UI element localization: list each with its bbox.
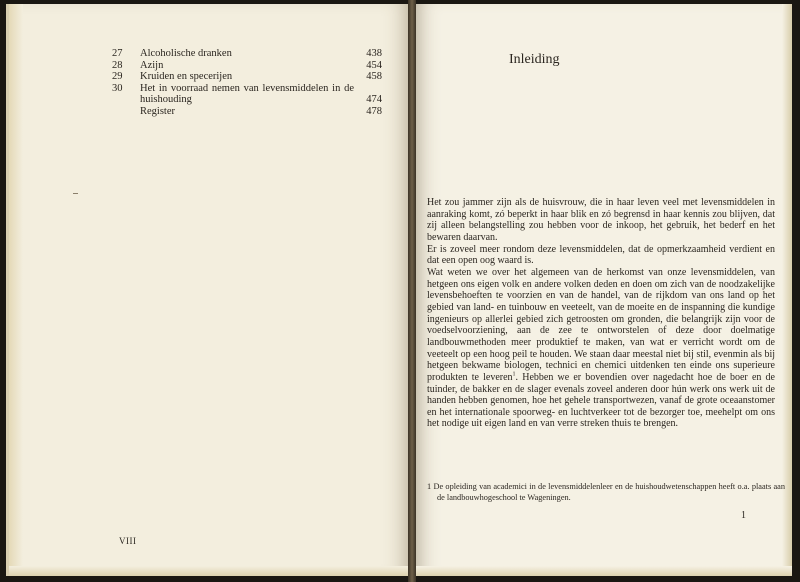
toc-page-number: 474 <box>366 94 382 105</box>
footnote-reference: 1 <box>512 371 516 378</box>
toc-entry <box>112 60 382 72</box>
toc-title: Kruiden en specerijen <box>140 71 233 82</box>
toc-entry <box>112 106 382 118</box>
book-gutter <box>408 0 416 582</box>
toc-number: 27 <box>112 48 123 59</box>
toc-title: Azijn <box>140 59 164 71</box>
toc-entry <box>112 83 382 106</box>
toc-page-number: 454 <box>366 59 382 71</box>
footnote: 1 De opleiding van academici in de levensmiddelenleer en de huishoudwetenschappen heeft o.a. plaats aan de landbouwhogeschool te Wageningen. <box>427 482 785 502</box>
toc-title: Het in voorraad nemen van levensmiddelen in de huishouding <box>140 82 354 105</box>
toc-page-number: 478 <box>366 105 382 117</box>
toc-entry <box>112 71 382 83</box>
paragraph: Het zou jammer zijn als de huisvrouw, die in haar leven veel met levensmiddelen in aanraking komt, zó beperkt in haar blik en zó begrensd in haar kennis zou blijven, dat zij alleen belangstelling zou hebben voor de inkoop, het gebruik, het bederf en het bewaren daarvan. <box>427 197 775 243</box>
paragraph-text: Hebben we er bovendien over nagedacht hoe de boer en de tuinder, de bakker en de slager evenals zoveel anderen door hún werk ons werk uit de handen hebben genomen, hoe het gehele transportwezen, vanaf de grote oceaanstomer en het internationale spoorweg- en luchtverkeer tot de bezorger toe, meehelpt om ons het nodige uit eigen land en van verre streken thuis te brengen. <box>427 371 775 430</box>
page-edge <box>9 566 411 576</box>
punctuation: . <box>515 371 519 383</box>
paragraph-text: Wat weten we over het algemeen van de herkomst van onze levensmiddelen, van hetgeen ons eigen volk en andere volken deden en doen om zich van de noodzakelijke levensbehoeften te voorzien en van de handel, van de rijkdom van ons land op het gebied van land- en tuinbouw en veeteelt, van de moeite en de inspanning die kundige ingenieurs op allerlei gebied zich getroosten om gronden, die belangrijk zijn voor de voedselvoorziening, aan de zee te ontworstelen of deze door doelmatige landbouwmethoden meer produktief te maken, van wat er verricht wordt om de veeteelt op een hoog peil te houden. We staan daar meestal niet bij stil, evenmin als bij hetgeen bekwame biologen, technici en chemici uitdenken ten einde ons superieure produkten te leveren <box>427 266 775 383</box>
body-text <box>427 197 775 430</box>
ink-mark <box>73 193 78 194</box>
toc-entry <box>112 48 382 60</box>
page-number-left: VIII <box>119 536 137 546</box>
toc-title: Register <box>140 105 175 117</box>
toc-page-number: 458 <box>366 71 382 82</box>
toc-number: 28 <box>112 59 123 71</box>
toc-number: 30 <box>112 82 123 94</box>
toc-number: 29 <box>112 71 123 82</box>
page-number-right: 1 <box>741 510 746 521</box>
paragraph: Er is zoveel meer rondom deze levensmiddelen, dat de opmerkzaamheid verdient en dat een open oog waard is. <box>427 243 775 267</box>
toc-page-number: 438 <box>366 48 382 59</box>
toc-title: Alcoholische dranken <box>140 48 232 59</box>
paragraph <box>427 267 775 430</box>
chapter-title: Inleiding <box>509 52 560 67</box>
table-of-contents <box>112 48 382 117</box>
page-edge <box>416 566 792 576</box>
page-edge <box>9 4 23 576</box>
